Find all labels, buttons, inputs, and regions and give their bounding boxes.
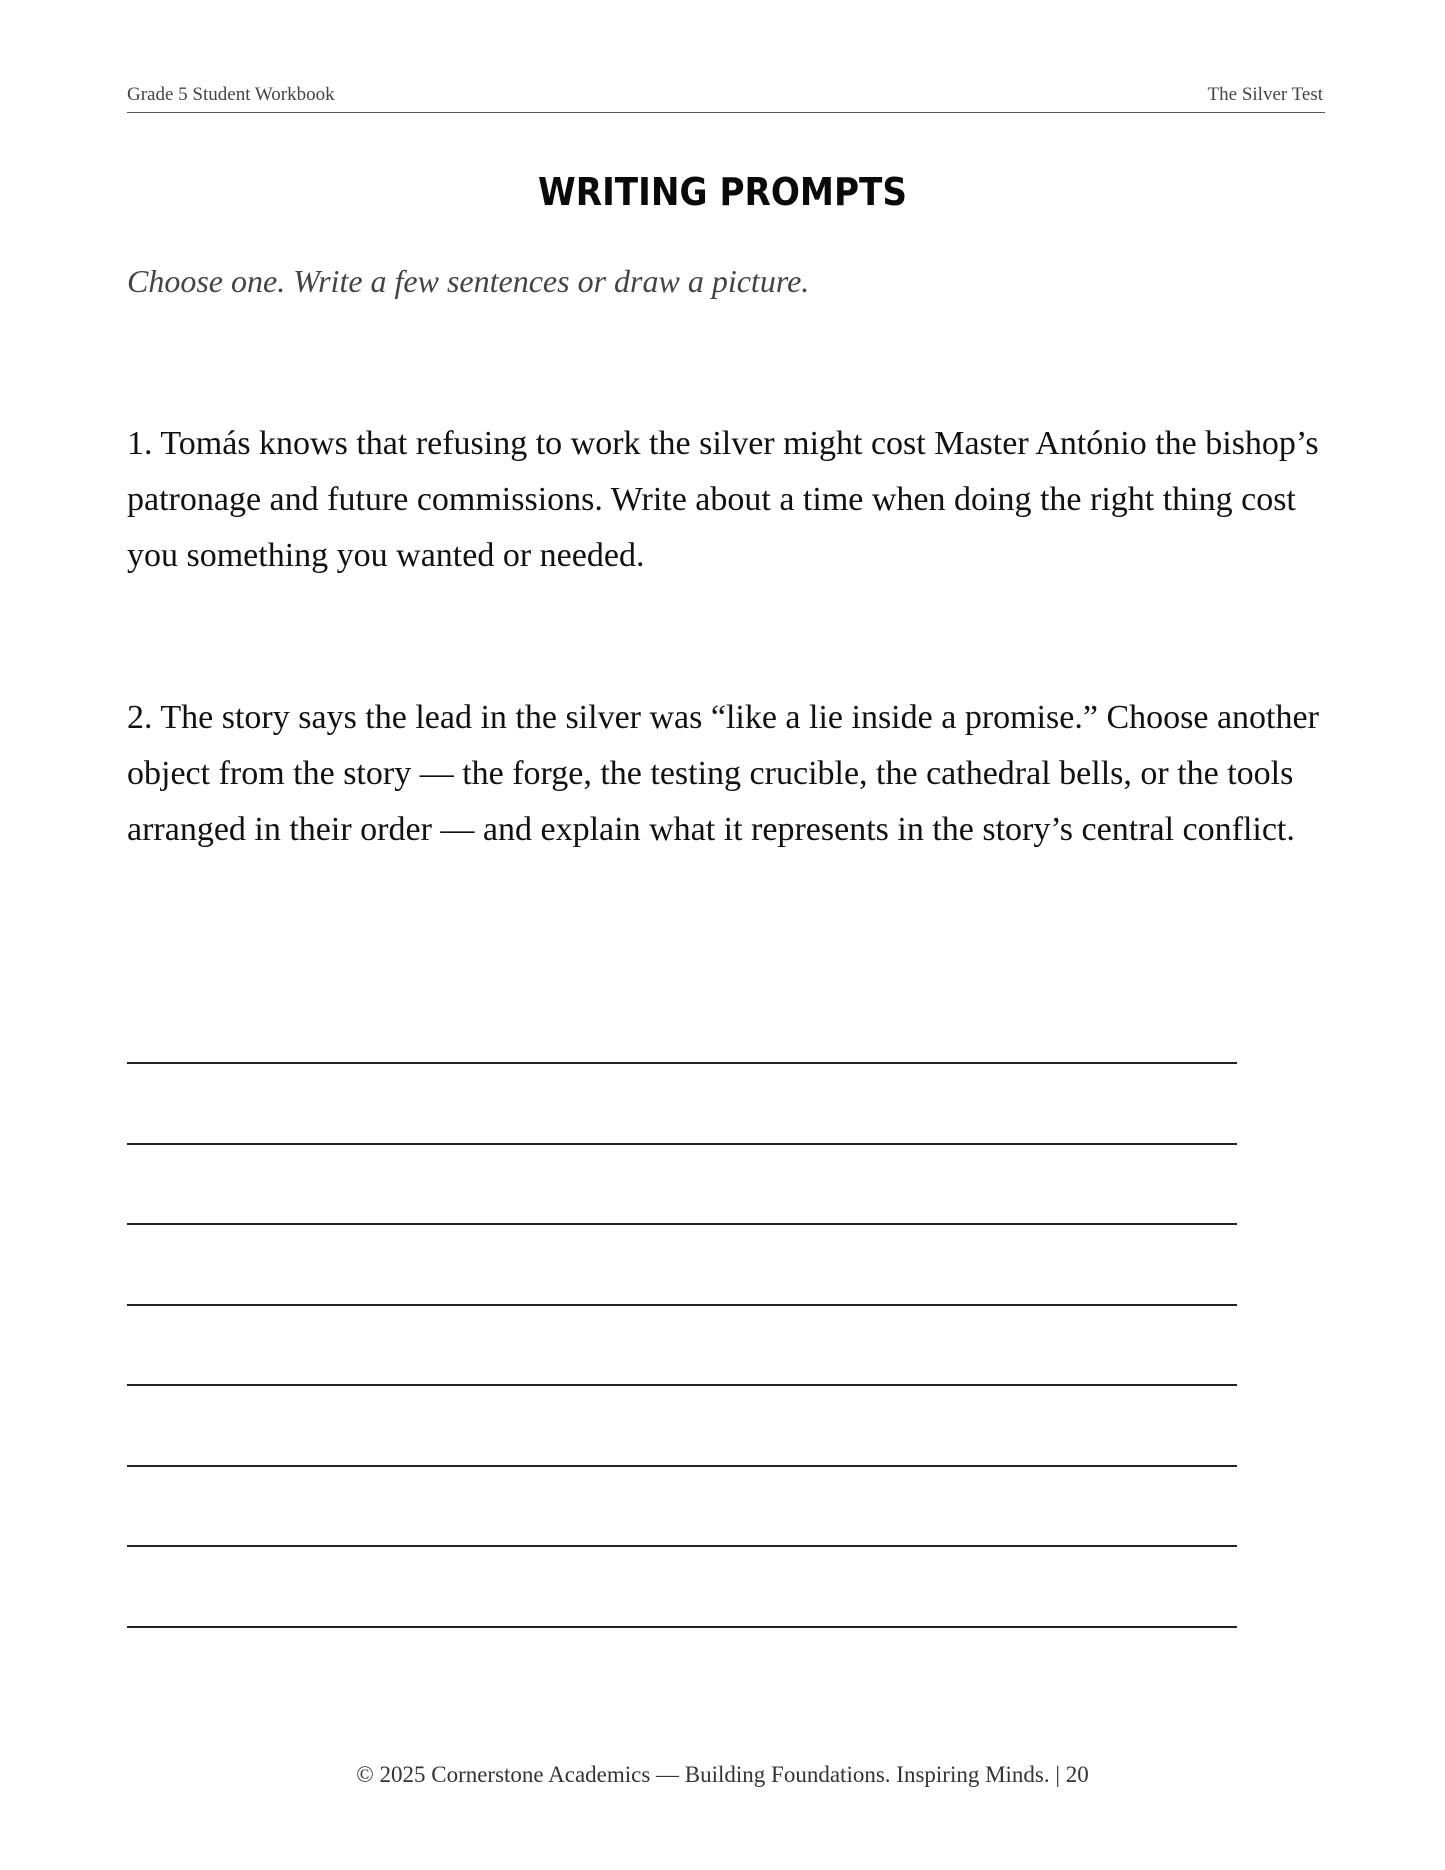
answer-line[interactable]: [127, 1143, 1237, 1145]
writing-prompt-2: 2. The story says the lead in the silver was “like a lie inside a promise.” Choose another object from the story — the forge, the testing crucible, the cathedral bells, or the tools arranged in their order — and explain what it represents in the story’s central conflict.: [127, 699, 1319, 848]
page-footer: © 2025 Cornerstone Academics — Building Foundations. Inspiring Minds. | 20: [356, 1762, 1089, 1787]
page-header: [127, 84, 1325, 113]
instructions: Choose one. Write a few sentences or draw a picture.: [127, 263, 810, 299]
workbook-label: Grade 5 Student Workbook: [127, 84, 335, 105]
writing-prompt-1: 1. Tomás knows that refusing to work the silver might cost Master António the bishop’s patronage and future commissions. Write about a time when doing the right thing cost you something you wanted or needed.: [127, 425, 1319, 574]
answer-line[interactable]: [127, 1626, 1237, 1628]
page-title: WRITING PROMPTS: [538, 170, 907, 214]
story-title-label: The Silver Test: [1207, 84, 1323, 105]
answer-line[interactable]: [127, 1545, 1237, 1547]
answer-line[interactable]: [127, 1062, 1237, 1064]
answer-line[interactable]: [127, 1223, 1237, 1225]
answer-line[interactable]: [127, 1304, 1237, 1306]
answer-line[interactable]: [127, 1384, 1237, 1386]
answer-line[interactable]: [127, 1465, 1237, 1467]
